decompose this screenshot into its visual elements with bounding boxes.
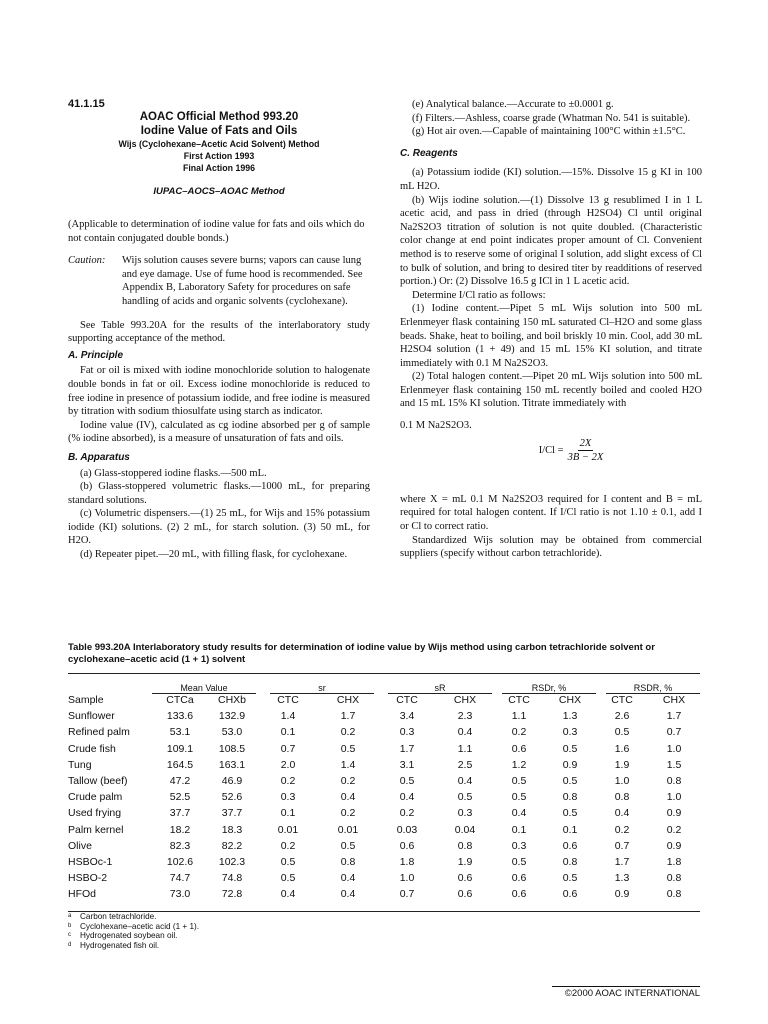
- footnote-text: Cyclohexane–acetic acid (1 + 1).: [80, 921, 200, 931]
- value-cell: 0.5: [399, 775, 415, 788]
- value-cell: 163.1: [218, 758, 246, 771]
- right-column: [400, 98, 702, 561]
- value-cell: 0.03: [396, 823, 418, 836]
- group-header-rsdr-label: RSDr, %: [531, 683, 567, 693]
- apparatus-item-f: (f) Filters.—Ashless, coarse grade (Whatman No. 541 is suitable).: [412, 112, 691, 124]
- column-header: CHXb: [217, 694, 246, 707]
- value-cell: 52.6: [221, 791, 243, 804]
- value-cell: 0.4: [511, 807, 527, 820]
- iodine-content-step: (1) Iodine content.—Pipet 5 mL Wijs solution into 500 mL Erlenmeyer flask containing 150 mL saturated Cl–H2O and some glass beads. Shake, heat to boiling, and boil briskly 10 min. Cool, add 30 mL H2SO4 solution (1 + 49) and 15 mL 15% KI solution, and titrate immediately with 0.1 M Na2S2O3.: [400, 303, 702, 369]
- formula-fraction: [568, 437, 604, 465]
- value-cell: 1.0: [614, 775, 630, 788]
- footnote-text: Carbon tetrachloride.: [80, 912, 157, 921]
- value-cell: 82.3: [169, 839, 191, 852]
- value-cell: 0.01: [277, 823, 299, 836]
- principle-text: Fat or oil is mixed with iodine monochloride solution to halogenate double bonds in fat or oil. Excess iodine monochloride is reduced to free iodine in presence of potassium iodide, and free iodine is measured by titration with sodium thiosulfate using starch as indicator.: [68, 365, 370, 418]
- sample-name-cell: HSBOc-1: [68, 855, 113, 868]
- value-cell: 3.1: [399, 758, 415, 771]
- value-cell: 132.9: [218, 710, 246, 723]
- table-top-rule: [68, 673, 700, 674]
- footnote-text: Hydrogenated soybean oil.: [80, 931, 178, 941]
- column-header: CTC: [277, 694, 299, 707]
- footnote: [68, 931, 199, 941]
- value-cell: 0.6: [562, 839, 578, 852]
- sample-name-cell: Refined palm: [68, 726, 130, 739]
- principle-heading: A. Principle: [68, 349, 124, 361]
- footnote: [68, 912, 199, 922]
- see-table-note: See Table 993.20A for the results of the interlaboratory study supporting acceptance of the method.: [68, 319, 370, 345]
- table-row: [68, 741, 700, 757]
- value-cell: 0.5: [340, 839, 356, 852]
- value-cell: 0.6: [562, 888, 578, 901]
- value-cell: 0.7: [666, 726, 682, 739]
- value-cell: 0.5: [280, 872, 296, 885]
- value-cell: 0.2: [340, 775, 356, 788]
- section-number: 41.1.15: [68, 98, 105, 110]
- ratio-formula: [440, 437, 702, 465]
- value-cell: 1.8: [666, 855, 682, 868]
- value-cell: 1.0: [666, 742, 682, 755]
- value-cell: 0.7: [614, 839, 630, 852]
- value-cell: 2.3: [457, 710, 473, 723]
- value-cell: 72.8: [221, 888, 243, 901]
- interlab-study-table: [68, 692, 700, 902]
- reagent-b: (b) Wijs iodine solution.—(1) Dissolve 13 g resublimed I in 1 L acetic acid, and pass in dried (through H2SO4) Cl until original Na2S2O3 titration of solution is not quite doubled. (Characteristic color change at end point indicates proper amount of Cl. Convenient method is to reserve some of original I solution, add slight excess of Cl to bulk of solution, and bring to desired titer by readditions of reserved portion.) Or: (2) Dissolve 16.5 g ICl in 1 L acetic acid.: [400, 194, 702, 288]
- value-cell: 0.5: [340, 742, 356, 755]
- value-cell: 18.2: [169, 823, 191, 836]
- value-cell: 0.8: [562, 791, 578, 804]
- value-cell: 0.8: [457, 839, 473, 852]
- value-cell: 0.3: [280, 791, 296, 804]
- value-cell: 1.0: [666, 791, 682, 804]
- value-cell: 0.2: [666, 823, 682, 836]
- column-header: CHX: [558, 694, 582, 707]
- first-action: First Action 1993: [183, 151, 255, 161]
- apparatus-item-g: (g) Hot air oven.—Capable of maintaining 100°C within ±1.5°C.: [412, 126, 686, 138]
- value-cell: 47.2: [169, 775, 191, 788]
- table-row: [68, 838, 700, 854]
- value-cell: 0.9: [562, 758, 578, 771]
- value-cell: 0.8: [614, 791, 630, 804]
- value-cell: 133.6: [166, 710, 194, 723]
- value-cell: 1.5: [666, 758, 682, 771]
- value-cell: 1.1: [457, 742, 473, 755]
- value-cell: 0.2: [511, 726, 527, 739]
- apparatus-item-c: (c) Volumetric dispensers.—(1) 25 mL, for Wijs and 15% potassium iodide (KI) solutions. (2) 2 mL, for starch solution. (3) 50 mL, for H2O.: [68, 508, 370, 547]
- footnote-key: c: [68, 932, 71, 939]
- value-cell: 2.0: [280, 758, 296, 771]
- value-cell: 0.7: [399, 888, 415, 901]
- caution-label: Caution:: [68, 255, 106, 267]
- value-cell: 1.7: [340, 710, 356, 723]
- sample-name-cell: Used frying: [68, 807, 122, 820]
- value-cell: 0.2: [340, 726, 356, 739]
- halogen-content-step: (2) Total halogen content.—Pipet 20 mL Wijs solution into 500 mL Erlenmeyer flask containing 150 mL recently boiled and cooled H2O and 15 mL 15% KI solution. Titrate immediately with: [400, 371, 702, 410]
- apparatus-item-e: (e) Analytical balance.—Accurate to ±0.0001 g.: [412, 99, 614, 110]
- value-cell: 1.1: [511, 710, 527, 723]
- table-row: [68, 805, 700, 821]
- value-cell: 0.9: [666, 807, 682, 820]
- sample-name-cell: Tallow (beef): [68, 775, 128, 788]
- standardized-note: Standardized Wijs solution may be obtained from commercial suppliers (specify without carbon tetrachloride).: [400, 534, 702, 560]
- value-cell: 1.6: [614, 742, 630, 755]
- value-cell: 0.6: [399, 839, 415, 852]
- value-cell: 1.2: [511, 758, 527, 771]
- iodine-value-definition: Iodine value (IV), calculated as cg iodine absorbed per g of sample (% iodine absorbed), is a measure of unsaturation of fats and oils.: [68, 419, 370, 445]
- value-cell: 0.6: [511, 888, 527, 901]
- method-tag: IUPAC–AOCS–AOAC Method: [153, 186, 285, 197]
- caution-text: Wijs solution causes severe burns; vapors can cause lung and eye damage. Use of fume hood is recommended. See Appendix B, Laboratory Safety for procedures on safe handling of acids and organic solvents (cyclohexane).: [122, 255, 363, 307]
- value-cell: 0.2: [614, 823, 630, 836]
- sample-name-cell: Palm kernel: [68, 823, 124, 836]
- method-header: [68, 110, 370, 197]
- copyright-footer: ©2000 AOAC INTERNATIONAL: [552, 986, 700, 999]
- value-cell: 0.4: [457, 726, 473, 739]
- value-cell: 0.8: [666, 775, 682, 788]
- footnote-key: a: [68, 913, 72, 919]
- value-cell: 0.6: [511, 872, 527, 885]
- value-cell: 0.2: [280, 775, 296, 788]
- value-cell: 0.8: [666, 888, 682, 901]
- value-cell: 0.5: [280, 855, 296, 868]
- value-cell: 102.6: [166, 855, 194, 868]
- footnote: [68, 941, 199, 951]
- value-cell: 0.2: [399, 807, 415, 820]
- value-cell: 108.5: [218, 742, 246, 755]
- value-cell: 0.5: [562, 872, 578, 885]
- table-row: [68, 886, 700, 902]
- column-header: CTC: [611, 694, 633, 707]
- column-header: Sample: [68, 694, 104, 707]
- molarity-text: 0.1 M Na2S2O3.: [400, 420, 472, 432]
- table-row: [68, 789, 700, 805]
- value-cell: 0.1: [562, 823, 578, 836]
- apparatus-item-d: (d) Repeater pipet.—20 mL, with filling flask, for cyclohexane.: [80, 549, 348, 561]
- apparatus-item-a: (a) Glass-stoppered iodine flasks.—500 mL.: [80, 467, 267, 479]
- footnote-key: b: [68, 922, 72, 929]
- sample-name-cell: HSBO-2: [68, 872, 108, 885]
- table-row: [68, 708, 700, 724]
- value-cell: 0.1: [280, 726, 296, 739]
- value-cell: 0.6: [511, 742, 527, 755]
- value-cell: 0.5: [614, 726, 630, 739]
- group-header-sr-label: sr: [318, 683, 326, 693]
- value-cell: 1.4: [280, 710, 296, 723]
- sample-name-cell: Sunflower: [68, 710, 115, 723]
- value-cell: 1.3: [562, 710, 578, 723]
- value-cell: 0.4: [399, 791, 415, 804]
- value-cell: 2.5: [457, 758, 473, 771]
- column-header: CHX: [336, 694, 360, 707]
- value-cell: 0.5: [562, 775, 578, 788]
- value-cell: 0.2: [280, 839, 296, 852]
- value-cell: 2.6: [614, 710, 630, 723]
- column-header: CHX: [453, 694, 477, 707]
- value-cell: 37.7: [221, 807, 243, 820]
- apparatus-heading: B. Apparatus: [68, 451, 130, 463]
- table-row: [68, 822, 700, 838]
- value-cell: 82.2: [221, 839, 243, 852]
- column-header: CTC: [396, 694, 418, 707]
- value-cell: 0.5: [511, 791, 527, 804]
- value-cell: 0.5: [562, 742, 578, 755]
- value-cell: 0.5: [562, 807, 578, 820]
- applicability-note: (Applicable to determination of iodine value for fats and oils which do not contain conjugated double bonds.): [68, 219, 365, 244]
- table-row: [68, 854, 700, 870]
- value-cell: 37.7: [169, 807, 191, 820]
- value-cell: 0.6: [457, 872, 473, 885]
- value-cell: 0.4: [280, 888, 296, 901]
- value-cell: 0.9: [666, 839, 682, 852]
- value-cell: 102.3: [218, 855, 246, 868]
- sample-name-cell: Crude palm: [68, 791, 123, 804]
- value-cell: 1.7: [614, 855, 630, 868]
- value-cell: 1.9: [614, 758, 630, 771]
- value-cell: 0.3: [511, 839, 527, 852]
- value-cell: 18.3: [221, 823, 243, 836]
- value-cell: 1.3: [614, 872, 630, 885]
- sample-name-cell: Olive: [68, 839, 92, 852]
- table-caption: [68, 642, 708, 666]
- reagents-heading: C. Reagents: [400, 147, 458, 159]
- formula-definition: where X = mL 0.1 M Na2S2O3 required for I content and B = mL required for total halogen content. If I/Cl ratio is not 1.10 ± 0.1, add I or Cl to correct ratio.: [400, 493, 702, 533]
- value-cell: 74.7: [169, 872, 191, 885]
- value-cell: 1.7: [666, 710, 682, 723]
- determine-ratio: Determine I/Cl ratio as follows:: [412, 289, 546, 301]
- value-cell: 0.8: [340, 855, 356, 868]
- value-cell: 0.5: [511, 775, 527, 788]
- sample-name-cell: Tung: [68, 758, 92, 771]
- value-cell: 0.3: [562, 726, 578, 739]
- footnote-text: Hydrogenated fish oil.: [80, 940, 160, 950]
- group-header-sR-label: sR: [434, 683, 446, 693]
- value-cell: 0.5: [511, 855, 527, 868]
- value-cell: 0.1: [280, 807, 296, 820]
- value-cell: 0.8: [562, 855, 578, 868]
- value-cell: 0.3: [457, 807, 473, 820]
- value-cell: 0.4: [340, 872, 356, 885]
- value-cell: 0.04: [454, 823, 476, 836]
- reagent-a: (a) Potassium iodide (KI) solution.—15%. Dissolve 15 g KI in 100 mL H2O.: [400, 167, 702, 192]
- value-cell: 73.0: [169, 888, 191, 901]
- value-cell: 1.0: [399, 872, 415, 885]
- footnote: [68, 922, 199, 932]
- method-title: AOAC Official Method 993.20: [139, 111, 299, 123]
- group-header-rsdR-label: RSDR, %: [633, 683, 673, 693]
- sample-name-cell: Crude fish: [68, 742, 116, 755]
- column-header: CTCa: [166, 694, 194, 707]
- value-cell: 0.4: [614, 807, 630, 820]
- value-cell: 0.4: [340, 791, 356, 804]
- group-header-mean-label: Mean Value: [180, 683, 228, 693]
- table-row: [68, 870, 700, 886]
- value-cell: 109.1: [166, 742, 194, 755]
- formula-numerator: 2X: [578, 437, 594, 452]
- value-cell: 0.4: [457, 775, 473, 788]
- table-footnotes: [68, 912, 199, 950]
- value-cell: 52.5: [169, 791, 191, 804]
- column-header: CHX: [662, 694, 686, 707]
- formula-denominator: 3B − 2X: [567, 452, 604, 464]
- value-cell: 0.01: [337, 823, 359, 836]
- method-name: Iodine Value of Fats and Oils: [140, 125, 298, 137]
- formula-lhs: I/Cl =: [538, 444, 564, 456]
- table-caption-label: Table 993.20A: [68, 642, 131, 653]
- value-cell: 74.8: [221, 872, 243, 885]
- value-cell: 1.8: [399, 855, 415, 868]
- value-cell: 164.5: [166, 758, 194, 771]
- table-row: [68, 724, 700, 740]
- caution-block: [68, 254, 370, 308]
- value-cell: 0.4: [340, 888, 356, 901]
- final-action: Final Action 1996: [182, 163, 256, 173]
- value-cell: 0.6: [457, 888, 473, 901]
- table-row: [68, 757, 700, 773]
- method-subtitle: Wijs (Cyclohexane–Acetic Acid Solvent) Method: [118, 139, 320, 149]
- footnote-key: d: [68, 941, 72, 948]
- value-cell: 0.7: [280, 742, 296, 755]
- value-cell: 53.1: [169, 726, 191, 739]
- value-cell: 3.4: [399, 710, 415, 723]
- value-cell: 0.5: [457, 791, 473, 804]
- value-cell: 53.0: [221, 726, 243, 739]
- column-header: CTC: [508, 694, 530, 707]
- value-cell: 1.7: [399, 742, 415, 755]
- value-cell: 0.9: [614, 888, 630, 901]
- value-cell: 46.9: [221, 775, 243, 788]
- table-caption-text: Interlaboratory study results for determination of iodine value by Wijs method using carbon tetrachloride solvent or cyclohexane–acetic acid (1 + 1) solvent: [68, 642, 655, 665]
- value-cell: 0.8: [666, 872, 682, 885]
- table-header-row: [68, 692, 700, 708]
- value-cell: 1.9: [457, 855, 473, 868]
- apparatus-item-b: (b) Glass-stoppered volumetric flasks.—1000 mL, for preparing standard solutions.: [68, 481, 370, 506]
- value-cell: 1.4: [340, 758, 356, 771]
- left-column: [68, 218, 370, 562]
- table-row: [68, 773, 700, 789]
- sample-name-cell: HFOd: [68, 888, 97, 901]
- value-cell: 0.2: [340, 807, 356, 820]
- value-cell: 0.1: [511, 823, 527, 836]
- value-cell: 0.3: [399, 726, 415, 739]
